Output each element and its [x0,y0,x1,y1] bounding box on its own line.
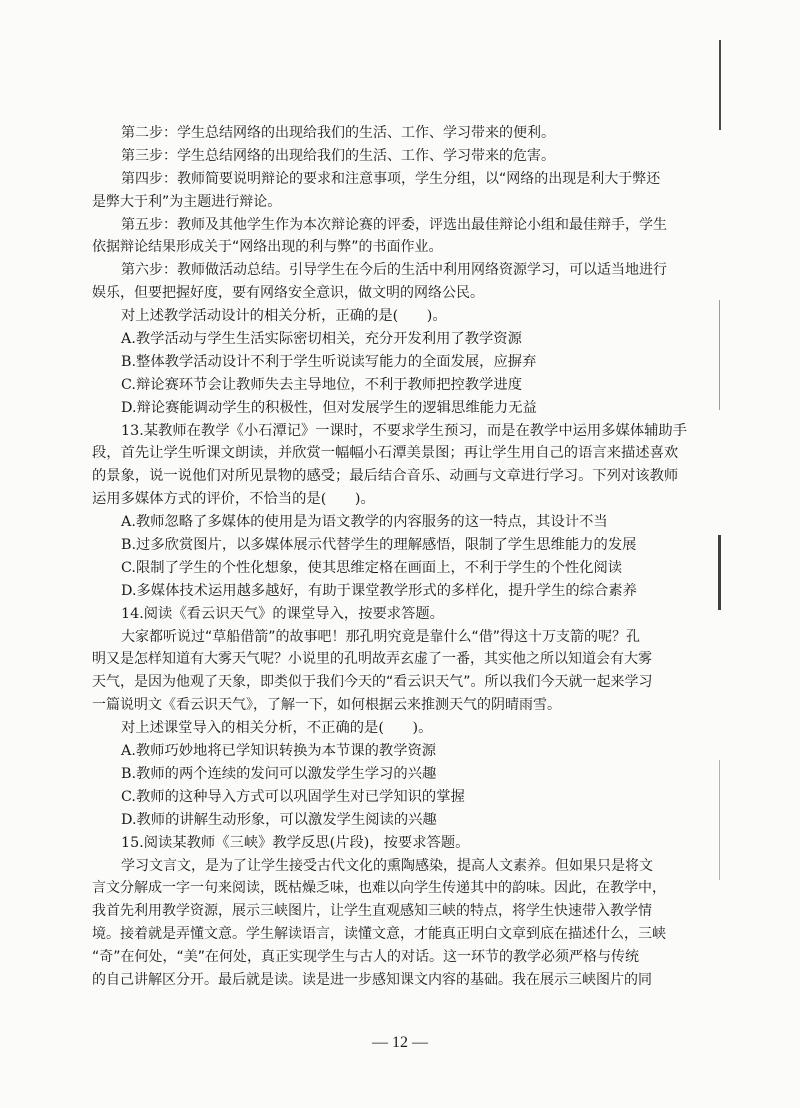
option-a: A.教师巧妙地将已学知识转换为本节课的教学资源 [121,743,437,760]
option-c: C.辩论赛环节会让教师失去主导地位，不利于教师把控教学进度 [121,376,522,393]
passage-line: 学习文言文，是为了让学生接受古代文化的熏陶感染，提高人文素养。但如果只是将文 [121,857,653,874]
text-line: 段，首先让学生听课文朗读，并欣赏一幅幅小石潭美景图；再让学生用自己的语言来描述喜欢 [92,445,679,462]
question-14: 14.阅读《看云识天气》的课堂导入，按要求答题。 [121,605,444,622]
text-line: 的景象，说一说他们对所见景物的感受；最后结合音乐、动画与文章进行学习。下列对该教师 [92,468,679,485]
text-line: 第四步：教师简要说明辩论的要求和注意事项，学生分组，以“网络的出现是利大于弊还 [121,170,661,187]
text-line: 第二步：学生总结网络的出现给我们的生活、工作、学习带来的便利。 [121,125,555,141]
option-a: A.教师忽略了多媒体的使用是为语文教学的内容服务的这一特点，其设计不当 [121,514,608,531]
text-line: 依据辩论结果形成关于“网络出现的利与弊”的书面作业。 [92,239,443,256]
passage-line: 言文分解成一字一句来阅读，既枯燥乏味，也难以向学生传递其中的韵味。因此，在教学中， [92,880,666,897]
option-d: D.辩论赛能调动学生的积极性，但对发展学生的逻辑思维能力无益 [121,399,537,416]
text-line: 是弊大于利”为主题进行辩论。 [92,193,282,210]
passage-line: “奇”在何处，“美”在何处，真正实现学生与古人的对话。这一环节的教学必须严格与传统 [92,949,640,966]
passage-line: 天气，是因为他观了天象，即类似于我们今天的“看云识天气”。所以我们今天就一起来学习 [92,674,653,691]
scan-edge-line [719,40,721,130]
question-13: 13.某教师在教学《小石潭记》一课时，不要求学生预习，而是在教学中运用多媒体辅助手 [121,422,688,439]
body-text [92,122,688,992]
passage-line: 一篇说明文《看云识天气》，了解一下，如何根据云来推测天气的阴晴雨雪。 [92,697,561,714]
passage-line: 我首先利用教学资源，展示三峡图片，让学生直观感知三峡的特点，将学生快速带入教学情 [92,903,652,920]
text-line: 第六步：教师做活动总结。引导学生在今后的生活中利用网络资源学习，可以适当地进行 [121,262,667,279]
scan-edge-line [719,300,720,410]
option-b: B.教师的两个连续的发问可以激发学生学习的兴趣 [121,765,437,782]
scan-edge-line [719,760,720,880]
passage-line: 的自己讲解区分开。最后就是读。读是进一步感知课文内容的基础。我在展示三峡图片的同 [92,971,652,988]
passage-line: 境。接着就是弄懂文意。学生解读语言，读懂文意，才能真正明白文章到底在描述什么，三峡 [92,926,666,943]
question-15: 15.阅读某教师《三峡》教学反思(片段)，按要求答题。 [121,834,470,851]
option-b: B.过多欣赏图片，以多媒体展示代替学生的理解感悟，限制了学生思维能力的发展 [121,537,637,554]
question-stem: 对上述教学活动设计的相关分析，正确的是( )。 [121,308,447,325]
passage-line: 大家都听说过“草船借箭”的故事吧！那孔明究竟是靠什么“借”得这十万支箭的呢？孔 [121,628,641,645]
question-stem: 对上述课堂导入的相关分析，不正确的是( )。 [121,720,433,737]
option-b: B.整体教学活动设计不利于学生听说读写能力的全面发展，应摒弃 [121,353,537,370]
text-line: 第三步：学生总结网络的出现给我们的生活、工作、学习带来的危害。 [121,147,555,164]
passage-line: 明又是怎样知道有大雾天气呢？小说里的孔明故弄玄虚了一番，其实他之所以知道会有大雾 [92,651,652,668]
text-line: 运用多媒体方式的评价，不恰当的是( )。 [92,491,375,508]
text-line: 娱乐，但要把握好度，要有网络安全意识，做文明的网络公民。 [92,285,484,302]
text-line: 第五步：教师及其他学生作为本次辩论赛的评委，评选出最佳辩论小组和最佳辩手，学生 [121,216,667,233]
option-d: D.教师的讲解生动形象，可以激发学生阅读的兴趣 [121,811,437,828]
page-number: — 12 — [372,1034,428,1051]
scan-edge-line [718,535,721,610]
option-d: D.多媒体技术运用越多越好，有助于课堂教学形式的多样化，提升学生的综合素养 [121,582,637,599]
option-c: C.教师的这种导入方式可以巩固学生对已学知识的掌握 [121,788,465,805]
option-a: A.教学活动与学生生活实际密切相关，充分开发利用了教学资源 [121,331,522,348]
option-c: C.限制了学生的个性化想象，使其思维定格在画面上，不利于学生的个性化阅读 [121,559,623,576]
